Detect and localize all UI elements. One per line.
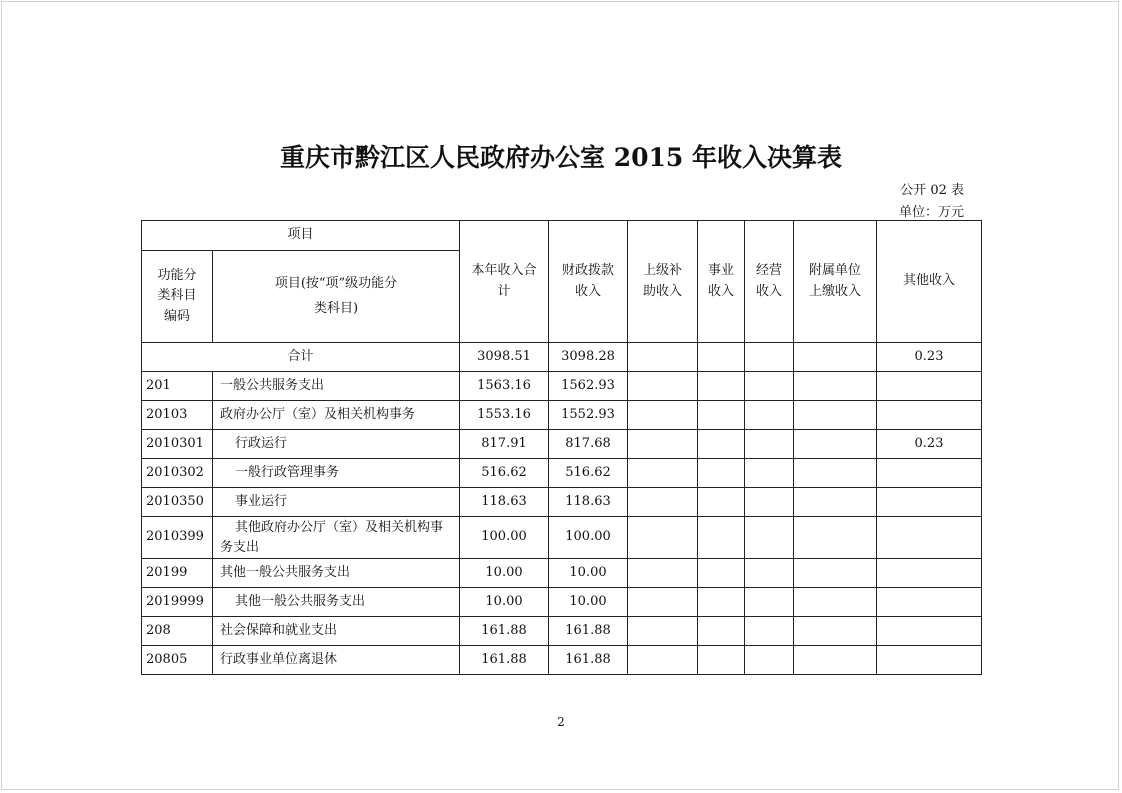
row-name: 一般公共服务支出	[213, 372, 460, 401]
row-fiscal-appropriation: 161.88	[549, 646, 628, 675]
row-code: 208	[142, 617, 213, 646]
row-other-income	[877, 646, 982, 675]
row-name: 一般行政管理事务	[213, 459, 460, 488]
total-affiliated-value	[794, 343, 877, 372]
row-total-income: 516.62	[460, 459, 549, 488]
row-operating-income	[745, 401, 794, 430]
total-fiscal-value: 3098.28	[549, 343, 628, 372]
row-total-income: 1563.16	[460, 372, 549, 401]
row-affiliated-income	[794, 617, 877, 646]
row-fiscal-appropriation: 10.00	[549, 559, 628, 588]
table-row	[142, 617, 982, 646]
row-name: 事业运行	[213, 488, 460, 517]
row-operating-income	[745, 459, 794, 488]
row-code: 2010301	[142, 430, 213, 459]
row-affiliated-income	[794, 646, 877, 675]
row-superior-subsidy	[628, 459, 698, 488]
row-total-income: 161.88	[460, 617, 549, 646]
row-fiscal-appropriation: 10.00	[549, 588, 628, 617]
total-label: 合计	[142, 343, 460, 372]
header-superior-subsidy: 上级补 助收入	[628, 221, 698, 343]
row-operating-income	[745, 588, 794, 617]
header-business-income: 事业 收入	[698, 221, 745, 343]
row-superior-subsidy	[628, 372, 698, 401]
table-row	[142, 372, 982, 401]
row-fiscal-appropriation: 1552.93	[549, 401, 628, 430]
row-business-income	[698, 372, 745, 401]
total-operating-value	[745, 343, 794, 372]
row-other-income	[877, 588, 982, 617]
row-fiscal-appropriation: 100.00	[549, 517, 628, 559]
row-superior-subsidy	[628, 488, 698, 517]
table-row	[142, 430, 982, 459]
row-other-income	[877, 372, 982, 401]
unit-label: 单位：万元	[898, 205, 964, 220]
row-superior-subsidy	[628, 517, 698, 559]
header-operating-income: 经营 收入	[745, 221, 794, 343]
row-affiliated-income	[794, 401, 877, 430]
row-total-income: 10.00	[460, 588, 549, 617]
row-business-income	[698, 459, 745, 488]
row-fiscal-appropriation: 1562.93	[549, 372, 628, 401]
row-operating-income	[745, 430, 794, 459]
header-func-code: 功能分 类科目 编码	[142, 251, 213, 343]
header-row-1	[142, 221, 982, 251]
row-other-income: 0.23	[877, 430, 982, 459]
row-business-income	[698, 588, 745, 617]
row-affiliated-income	[794, 459, 877, 488]
row-code: 20805	[142, 646, 213, 675]
total-income-value: 3098.51	[460, 343, 549, 372]
header-project: 项目	[142, 221, 460, 251]
row-superior-subsidy	[628, 430, 698, 459]
row-affiliated-income	[794, 430, 877, 459]
table-row	[142, 559, 982, 588]
row-superior-subsidy	[628, 559, 698, 588]
page-number: 2	[557, 715, 565, 729]
row-code: 2019999	[142, 588, 213, 617]
row-other-income	[877, 559, 982, 588]
row-superior-subsidy	[628, 646, 698, 675]
row-business-income	[698, 401, 745, 430]
row-operating-income	[745, 372, 794, 401]
header-func-item: 项目(按“项”级功能分 类科目)	[213, 251, 460, 343]
row-superior-subsidy	[628, 401, 698, 430]
row-other-income	[877, 617, 982, 646]
page-title: 重庆市黔江区人民政府办公室 2015 年收入决算表	[280, 143, 842, 172]
row-fiscal-appropriation: 516.62	[549, 459, 628, 488]
row-operating-income	[745, 559, 794, 588]
header-fiscal-appropriation: 财政拨款 收入	[549, 221, 628, 343]
row-affiliated-income	[794, 488, 877, 517]
table-row	[142, 517, 982, 559]
row-total-income: 10.00	[460, 559, 549, 588]
row-affiliated-income	[794, 588, 877, 617]
row-superior-subsidy	[628, 588, 698, 617]
row-superior-subsidy	[628, 617, 698, 646]
row-fiscal-appropriation: 161.88	[549, 617, 628, 646]
row-name: 其他一般公共服务支出	[213, 588, 460, 617]
form-code: 公开 02 表	[900, 183, 964, 198]
table-row	[142, 646, 982, 675]
row-operating-income	[745, 488, 794, 517]
row-name: 行政事业单位离退休	[213, 646, 460, 675]
total-superior-value	[628, 343, 698, 372]
row-business-income	[698, 646, 745, 675]
row-operating-income	[745, 646, 794, 675]
row-business-income	[698, 430, 745, 459]
row-other-income	[877, 517, 982, 559]
row-operating-income	[745, 617, 794, 646]
header-affiliated-income: 附属单位 上缴收入	[794, 221, 877, 343]
table-row	[142, 588, 982, 617]
row-code: 2010399	[142, 517, 213, 559]
row-affiliated-income	[794, 372, 877, 401]
row-operating-income	[745, 517, 794, 559]
row-other-income	[877, 488, 982, 517]
header-total-income: 本年收入合 计	[460, 221, 549, 343]
table-row	[142, 459, 982, 488]
table-row	[142, 488, 982, 517]
row-other-income	[877, 459, 982, 488]
row-total-income: 817.91	[460, 430, 549, 459]
row-affiliated-income	[794, 559, 877, 588]
total-business-value	[698, 343, 745, 372]
row-name: 社会保障和就业支出	[213, 617, 460, 646]
row-business-income	[698, 559, 745, 588]
row-business-income	[698, 488, 745, 517]
row-business-income	[698, 517, 745, 559]
income-final-accounts-table	[141, 220, 982, 675]
row-code: 2010350	[142, 488, 213, 517]
row-business-income	[698, 617, 745, 646]
row-code: 20103	[142, 401, 213, 430]
table-row	[142, 401, 982, 430]
row-code: 20199	[142, 559, 213, 588]
header-other-income: 其他收入	[877, 221, 982, 343]
row-fiscal-appropriation: 817.68	[549, 430, 628, 459]
row-name: 其他一般公共服务支出	[213, 559, 460, 588]
row-affiliated-income	[794, 517, 877, 559]
row-total-income: 161.88	[460, 646, 549, 675]
total-row	[142, 343, 982, 372]
row-total-income: 1553.16	[460, 401, 549, 430]
row-name: 政府办公厅（室）及相关机构事务	[213, 401, 460, 430]
row-code: 2010302	[142, 459, 213, 488]
total-other-value: 0.23	[877, 343, 982, 372]
row-name: 行政运行	[213, 430, 460, 459]
row-code: 201	[142, 372, 213, 401]
row-name: 其他政府办公厅（室）及相关机构事务支出	[213, 517, 460, 559]
row-total-income: 118.63	[460, 488, 549, 517]
row-fiscal-appropriation: 118.63	[549, 488, 628, 517]
row-other-income	[877, 401, 982, 430]
row-total-income: 100.00	[460, 517, 549, 559]
